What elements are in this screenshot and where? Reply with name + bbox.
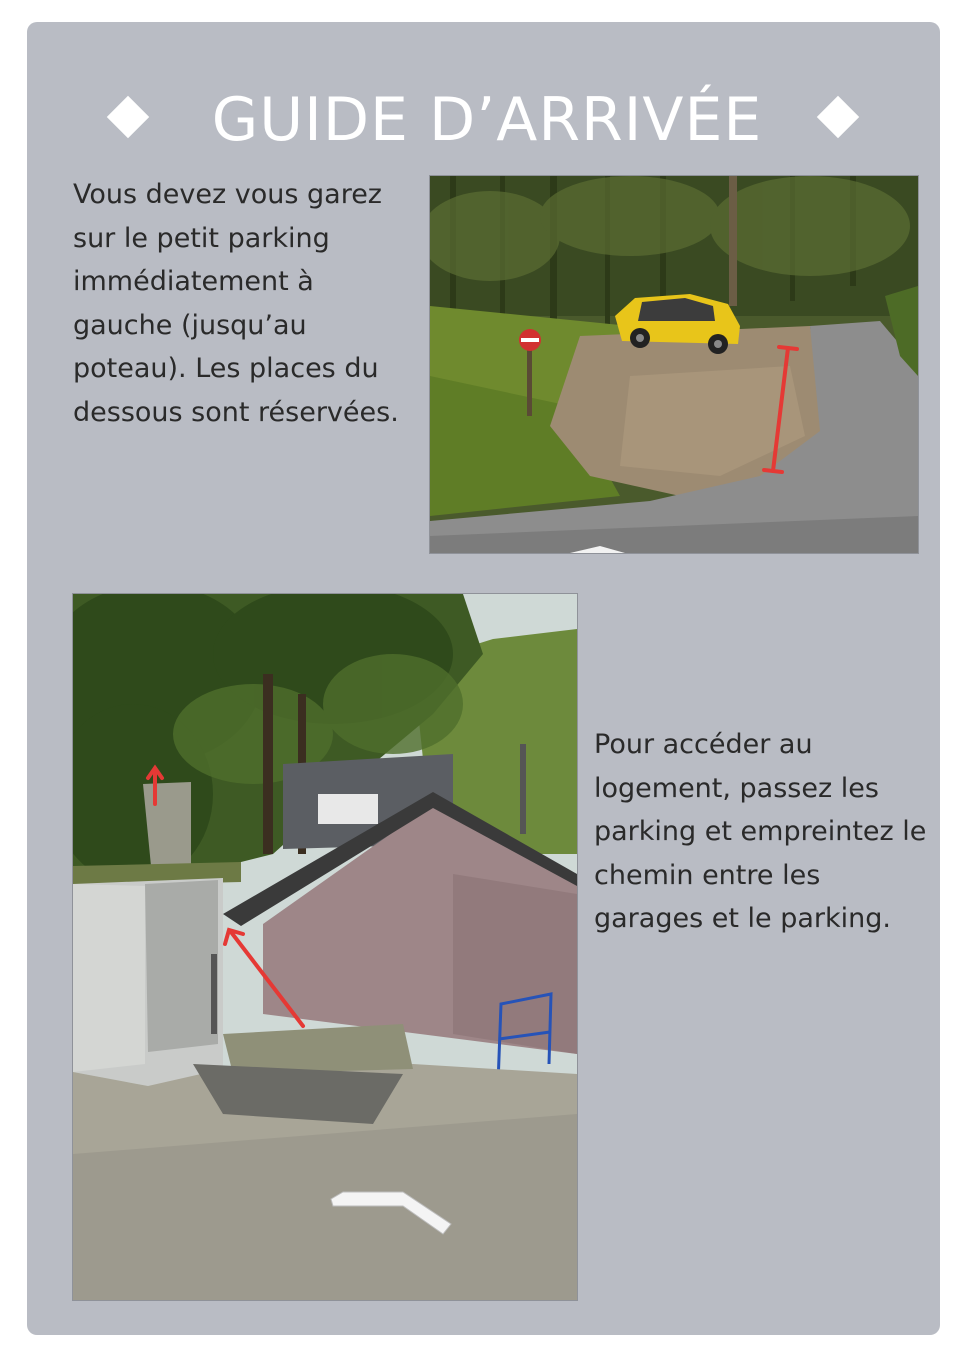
page-title: GUIDE D’ARRIVÉE xyxy=(211,85,763,155)
parking-instructions: Vous devez vous garez sur le petit parking immédiatement à gauche (jusqu’au poteau). Les places du dessous sont réservées. xyxy=(73,179,399,428)
diamond-icon xyxy=(107,96,149,138)
diamond-icon xyxy=(817,96,859,138)
parking-photo xyxy=(429,175,919,554)
access-instructions: Pour accéder au logement, passez les parking et empreintez le chemin entre les garages et le parking. xyxy=(594,729,927,934)
guide-card xyxy=(27,22,940,1335)
access-path-illustration xyxy=(73,594,577,1300)
title-row xyxy=(27,72,940,162)
parking-photo-illustration xyxy=(430,176,918,553)
access-path-photo xyxy=(72,593,578,1301)
concrete-shelter xyxy=(73,862,241,1086)
